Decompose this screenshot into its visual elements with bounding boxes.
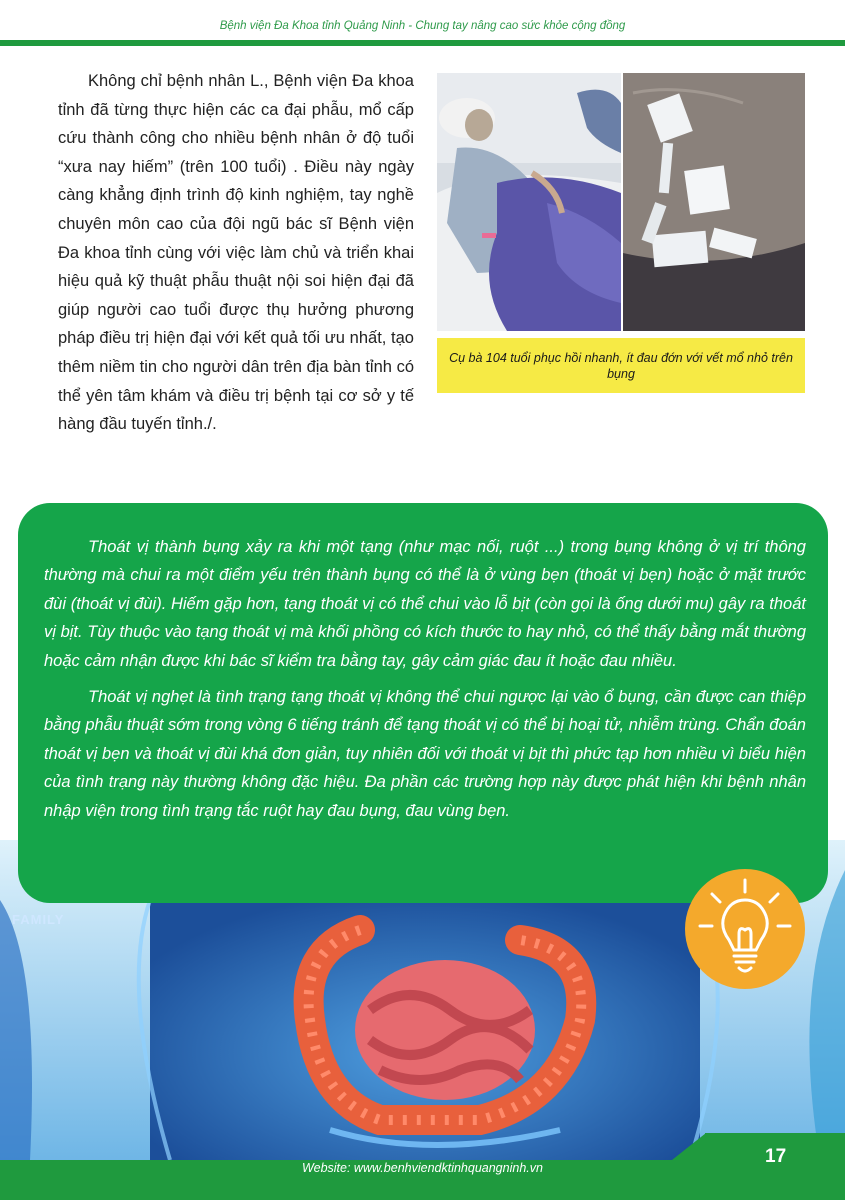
lightbulb-icon bbox=[684, 868, 806, 990]
info-paragraph-1: Thoát vị thành bụng xảy ra khi một tạng (như mạc nối, ruột ...) trong bụng không ở vị trí thông thường mà chui ra một điểm yếu trên thành bụng có thể là ở vùng bẹn (thoát vị bẹn) hoặc ở mặt trước đùi (thoát vị đùi). Hiếm gặp hơn, tạng thoát vị có thể chui vào lỗ bịt (còn gọi là ống dưới mu) gây ra thoát vị bịt. Tùy thuộc vào tạng thoát vị mà khối phồng có kích thước to hay nhỏ, có thể thấy bằng mắt thường hoặc cảm nhận được khi bác sĩ kiểm tra bằng tay, gây cảm giác đau ít hoặc đau nhiều. bbox=[44, 538, 806, 670]
abdomen-photo bbox=[623, 73, 805, 331]
website-url: Website: www.benhviendktinhquangninh.vn bbox=[302, 1161, 543, 1175]
header-divider bbox=[0, 40, 845, 46]
patient-bed-photo bbox=[437, 73, 621, 331]
footer-tab-slope bbox=[672, 1133, 706, 1160]
header-text: Bệnh viện Đa Khoa tỉnh Quảng Ninh - Chung tay nâng cao sức khỏe cộng đồng bbox=[219, 20, 626, 32]
article-text bbox=[58, 67, 414, 439]
patient-photo bbox=[437, 73, 805, 331]
watermark-text: FAMILY bbox=[12, 912, 65, 927]
info-paragraph-2: Thoát vị nghẹt là tình trạng tạng thoát vị không thể chui ngược lại vào ổ bụng, cần được can thiệp bằng phẫu thuật sớm trong vòng 6 tiếng tránh để tạng thoát vị có thể bị hoại tử, nhiễm trùng. Chẩn đoán thoát vị bẹn và thoát vị đùi khá đơn giản, tuy nhiên đối với thoát vị bịt thì phức tạp hơn nhiều vì biểu hiện của tình trạng này thường không đặc hiệu. Đa phần các trường hợp này được phát hiện khi bệnh nhân nhập viện trong tình trạng tắc ruột hay đau bụng, đau vùng bẹn. bbox=[44, 688, 806, 820]
photo-caption: Cụ bà 104 tuổi phục hồi nhanh, ít đau đớn với vết mổ nhỏ trên bụng bbox=[449, 350, 793, 381]
page-header bbox=[0, 0, 845, 46]
info-box-text bbox=[44, 533, 806, 825]
page-number: 17 bbox=[765, 1146, 787, 1167]
photo-caption-box bbox=[437, 338, 805, 393]
article-paragraph: Không chỉ bệnh nhân L., Bệnh viện Đa khoa tỉnh đã từng thực hiện các ca đại phẫu, mổ cấp cứu thành công cho nhiều bệnh nhân ở độ tuổi “xưa nay hiếm” (trên 100 tuổi) . Điều này ngày càng khẳng định trình độ kinh nghiệm, tay nghề chuyên môn cao của đội ngũ bác sĩ Bệnh viện Đa khoa tỉnh cùng với việc làm chủ và triển khai hiệu quả kỹ thuật phẫu thuật nội soi hiện đại đã giúp người cao tuổi được thụ hưởng phương pháp điều trị hiện đại với kết quả tối ưu nhất, tạo thêm niềm tin cho người dân trên địa bàn tỉnh có thể yên tâm khám và điều trị bệnh tại cơ sở y tế hàng đầu tuyến tỉnh./. bbox=[58, 72, 414, 434]
